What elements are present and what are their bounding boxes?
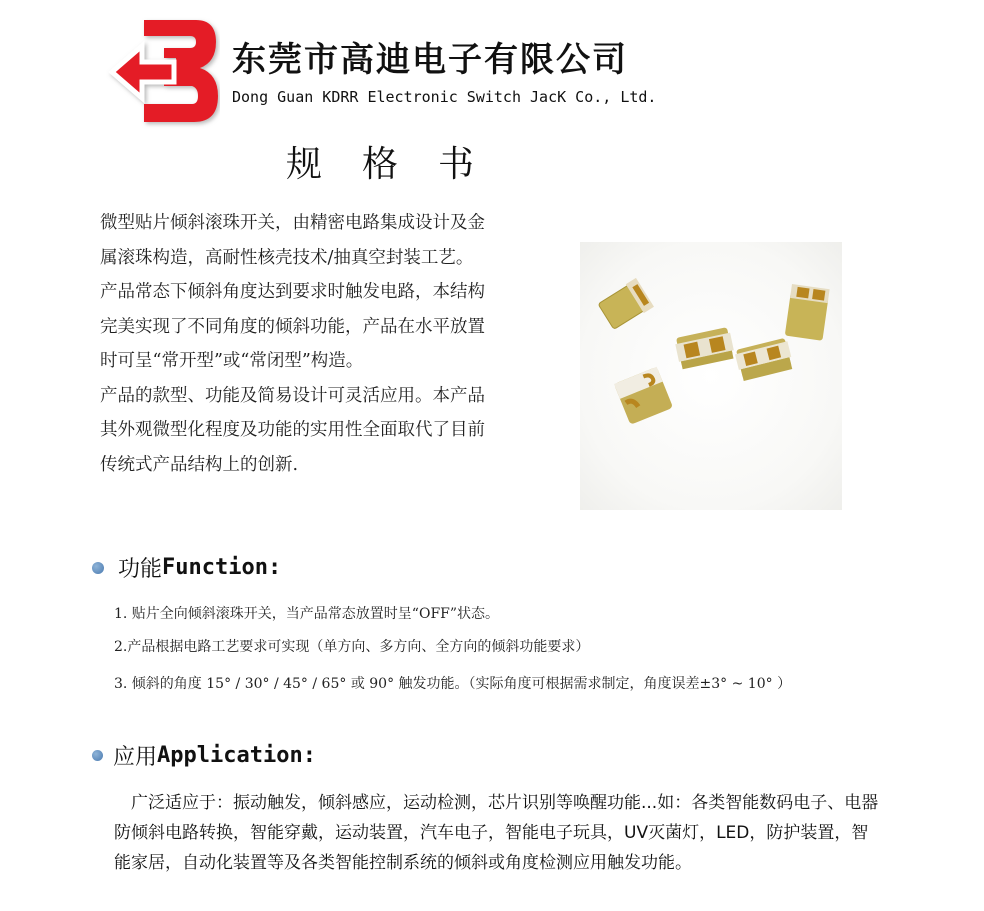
intro-paragraph: 产品常态下倾斜角度达到要求时触发电路，本结构完美实现了不同角度的倾斜功能，产品在水平放置时可呈“常开型”或“常闭型”构造。	[100, 282, 485, 371]
function-item: 1. 贴片全向倾斜滚珠开关，当产品常态放置时呈“OFF”状态。	[114, 606, 500, 622]
switch-component	[597, 278, 654, 331]
company-name-cn: 东莞市高迪电子有限公司	[232, 40, 628, 80]
switch-component	[734, 337, 794, 381]
bullet-icon	[92, 562, 104, 574]
function-list	[114, 604, 834, 699]
switch-component	[614, 367, 673, 425]
application-heading	[92, 740, 316, 771]
function-item: 2.产品根据电路工艺要求可实现（单方向、多方向、全方向的倾斜功能要求）	[114, 639, 590, 655]
product-photo	[580, 242, 842, 510]
application-text: 广泛适应于：振动触发，倾斜感应，运动检测，芯片识别等唤醒功能...如：各类智能数码电子、电器防倾斜电路转换，智能穿戴，运动装置，汽车电子，智能电子玩具，UV灭菌灯，LED，防护装置，智能家居，自动化装置等及各类智能控制系统的倾斜或角度检测应用触发功能。	[114, 793, 879, 873]
document-title: 规格书	[286, 144, 515, 185]
function-heading-cn: 功能	[118, 557, 163, 582]
bullet-icon	[92, 750, 103, 761]
switch-component	[674, 327, 735, 370]
company-name-en: Dong Guan KDRR Electronic Switch JacK Co., Ltd.	[232, 88, 657, 106]
application-heading-en: Application:	[157, 743, 316, 768]
function-heading	[92, 552, 281, 583]
function-heading-en: Function:	[162, 555, 282, 580]
switch-component	[785, 284, 830, 341]
application-heading-cn: 应用	[113, 745, 158, 770]
company-logo	[104, 14, 220, 132]
intro-paragraph: 微型贴片倾斜滚珠开关，由精密电路集成设计及金属滚珠构造，高耐性核壳技术/抽真空封装工艺。	[100, 213, 485, 268]
function-item: 3. 倾斜的角度 15° / 30° / 45° / 65° 或 90° 触发功能。（实际角度可根据需求制定，角度误差±3° ~ 10° ）	[114, 676, 792, 692]
intro-paragraph: 产品的款型、功能及简易设计可灵活应用。本产品其外观微型化程度及功能的实用性全面取代了目前传统式产品结构上的创新.	[100, 385, 485, 475]
intro-text	[100, 206, 500, 482]
